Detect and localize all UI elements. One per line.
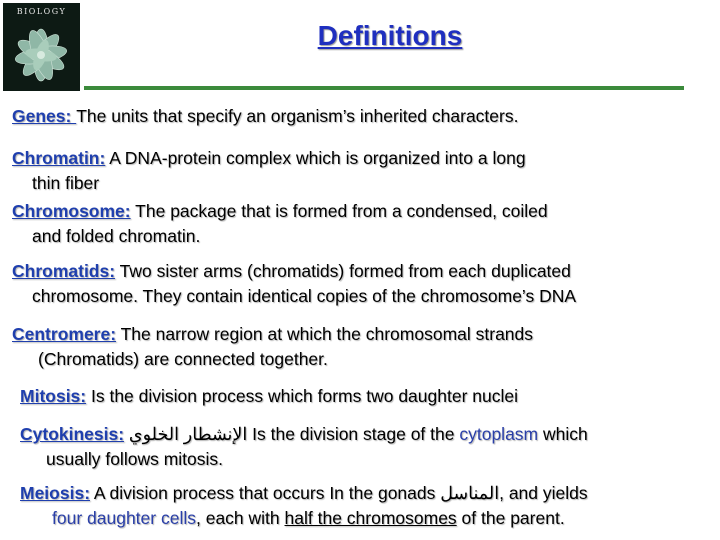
title-divider	[84, 86, 684, 90]
term-chromatin: Chromatin:	[12, 148, 106, 168]
highlighted-phrase: four daughter cells	[52, 508, 196, 528]
definition-text-tail: , and yields	[499, 483, 588, 503]
term-mitosis: Mitosis:	[20, 386, 87, 406]
definition-text: The package that is formed from a condensed, coiled	[130, 201, 548, 221]
definition-cytokinesis	[20, 422, 710, 472]
definition-text: Is the division process which forms two daughter nuclei	[86, 386, 518, 406]
term-chromosome: Chromosome:	[12, 201, 131, 221]
page-title: Definitions	[317, 20, 463, 51]
definition-continuation: and folded chromatin.	[32, 226, 201, 246]
underlined-phrase: half the chromosomes	[284, 508, 457, 528]
definition-centromere	[12, 322, 702, 372]
definition-chromatids	[12, 259, 702, 309]
definition-continuation: thin fiber	[32, 173, 100, 193]
continuation-text: , each with	[195, 508, 285, 528]
definition-chromatin	[12, 146, 702, 196]
term-genes: Genes:	[12, 106, 77, 126]
term-centromere: Centromere:	[12, 324, 117, 344]
arabic-translation: الإنشطار الخلوي	[124, 424, 253, 444]
logo-brand-text: BIOLOGY	[16, 7, 67, 16]
highlighted-term: cytoplasm	[459, 424, 539, 444]
definition-text: A division process that occurs In the gonads	[90, 483, 441, 503]
definition-text: Is the division stage of the	[252, 424, 460, 444]
definition-genes	[12, 104, 702, 129]
term-cytokinesis: Cytokinesis:	[20, 424, 125, 444]
term-chromatids: Chromatids:	[12, 261, 116, 281]
definition-text-tail: which	[538, 424, 588, 444]
continuation-text-end: of the parent.	[456, 508, 565, 528]
definition-text: Two sister arms (chromatids) formed from each duplicated	[115, 261, 571, 281]
definition-continuation: usually follows mitosis.	[46, 449, 223, 469]
definition-chromosome	[12, 199, 702, 249]
definition-mitosis	[20, 384, 710, 409]
definition-text: The narrow region at which the chromosomal strands	[116, 324, 534, 344]
definition-text: The units that specify an organism’s inherited characters.	[76, 106, 519, 126]
definition-continuation: (Chromatids) are connected together.	[38, 349, 328, 369]
definition-continuation	[20, 506, 710, 531]
definition-meiosis	[20, 481, 710, 531]
definition-text: A DNA-protein complex which is organized into a long	[105, 148, 526, 168]
arabic-translation: المناسل	[440, 483, 500, 503]
definition-continuation: chromosome. They contain identical copies of the chromosome’s DNA	[32, 286, 577, 306]
term-meiosis: Meiosis:	[20, 483, 91, 503]
